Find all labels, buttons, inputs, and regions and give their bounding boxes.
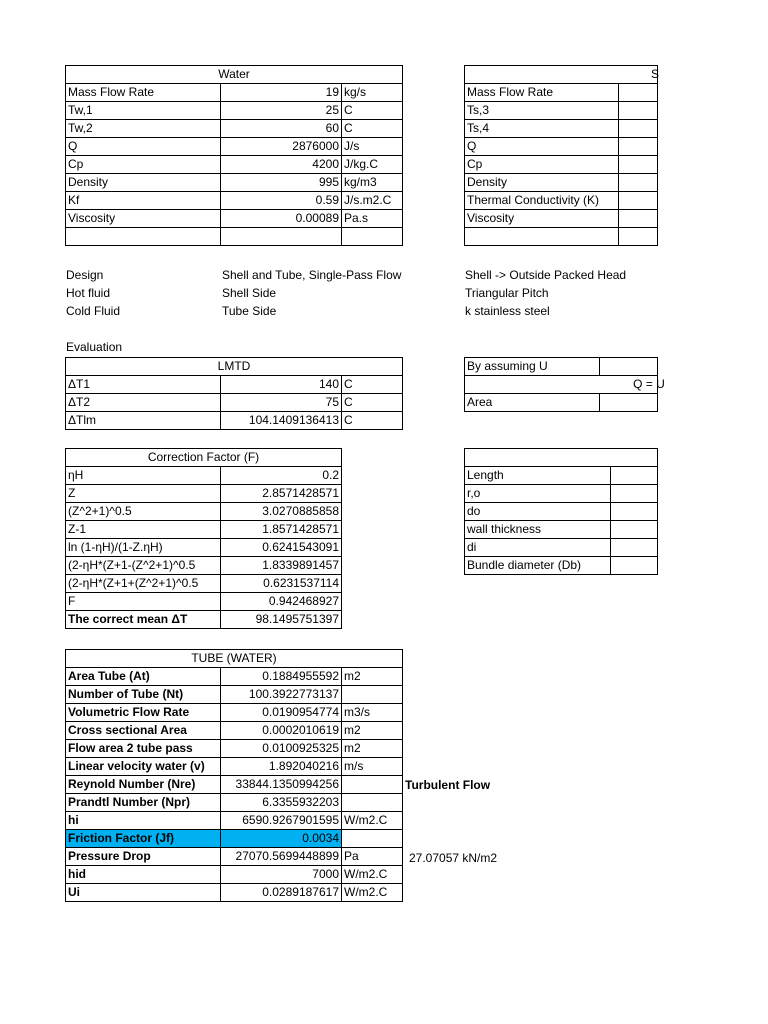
tube-value: 100.3922773137 <box>221 686 342 704</box>
empty-cell <box>618 192 657 210</box>
empty-cell <box>465 449 658 467</box>
water-unit: kg/m3 <box>342 174 403 192</box>
correction-value: 0.6231537114 <box>221 575 342 593</box>
empty-cell <box>618 102 657 120</box>
empty-cell <box>618 174 657 192</box>
correction-table <box>65 448 342 629</box>
tube-value: 7000 <box>221 866 342 884</box>
correction-value: 0.6241543091 <box>221 539 342 557</box>
empty-cell <box>618 210 657 228</box>
tube-unit: Pa <box>342 848 403 866</box>
assume-u-table <box>464 357 665 412</box>
geometry-label: r,o <box>465 485 611 503</box>
material-note: k stainless steel <box>465 304 550 318</box>
correction-value: 98.1495751397 <box>221 611 342 629</box>
empty-cell <box>611 521 658 539</box>
tube-value: 6590.9267901595 <box>221 812 342 830</box>
geometry-label: wall thickness <box>465 521 611 539</box>
water-label: Q <box>66 138 221 156</box>
water-unit: C <box>342 102 403 120</box>
empty-cell <box>618 156 657 174</box>
steam-label: Ts,4 <box>465 120 619 138</box>
steam-table <box>464 65 658 246</box>
water-label: Viscosity <box>66 210 221 228</box>
empty-cell <box>618 120 657 138</box>
steam-label: Mass Flow Rate <box>465 84 619 102</box>
turbulent-flow-note: Turbulent Flow <box>405 778 491 792</box>
tube-label: Pressure Drop <box>66 848 221 866</box>
tube-value: 0.0289187617 <box>221 884 342 902</box>
lmtd-label: ΔTlm <box>66 412 221 430</box>
tube-value: 6.3355932203 <box>221 794 342 812</box>
assume-u-clip <box>464 357 665 413</box>
correction-value: 2.8571428571 <box>221 485 342 503</box>
tube-unit <box>342 776 403 794</box>
correction-value: 0.2 <box>221 467 342 485</box>
water-unit: J/kg.C <box>342 156 403 174</box>
tube-value: 27070.5699448899 <box>221 848 342 866</box>
tube-label: Linear velocity water (v) <box>66 758 221 776</box>
correction-label: Z <box>66 485 221 503</box>
water-unit: C <box>342 120 403 138</box>
lmtd-table-title: LMTD <box>66 358 403 376</box>
evaluation-label: Evaluation <box>66 340 123 354</box>
tube-label: Area Tube (At) <box>66 668 221 686</box>
tube-label: Volumetric Flow Rate <box>66 704 221 722</box>
correction-label: The correct mean ΔT <box>66 611 221 629</box>
empty-cell <box>611 503 658 521</box>
lmtd-label: ΔT1 <box>66 376 221 394</box>
water-label: Mass Flow Rate <box>66 84 221 102</box>
water-value: 4200 <box>221 156 342 174</box>
water-label: Kf <box>66 192 221 210</box>
tube-table <box>65 649 403 902</box>
empty-cell <box>618 228 657 246</box>
lmtd-label: ΔT2 <box>66 394 221 412</box>
pitch-note: Triangular Pitch <box>465 286 549 300</box>
empty-cell <box>618 84 657 102</box>
empty-cell <box>618 138 657 156</box>
geometry-table <box>464 448 658 575</box>
hot-fluid-value: Shell Side <box>222 286 277 300</box>
empty-cell <box>611 485 658 503</box>
tube-unit <box>342 794 403 812</box>
u-formula-cell <box>465 376 665 394</box>
geometry-clip <box>464 448 658 578</box>
lmtd-value: 75 <box>221 394 342 412</box>
tube-value: 0.0034 <box>221 830 342 848</box>
tube-unit <box>342 686 403 704</box>
tube-unit: m2 <box>342 668 403 686</box>
correction-label: Z-1 <box>66 521 221 539</box>
water-value: 0.00089 <box>221 210 342 228</box>
geometry-label: Bundle diameter (Db) <box>465 557 611 575</box>
correction-table-title: Correction Factor (F) <box>66 449 342 467</box>
correction-label: ηH <box>66 467 221 485</box>
water-value: 25 <box>221 102 342 120</box>
water-unit: kg/s <box>342 84 403 102</box>
correction-label: (Z^2+1)^0.5 <box>66 503 221 521</box>
u-formula: Q = U <box>633 377 665 391</box>
tube-value: 1.892040216 <box>221 758 342 776</box>
steam-label: Q <box>465 138 619 156</box>
water-value: 995 <box>221 174 342 192</box>
correction-value: 0.942468927 <box>221 593 342 611</box>
tube-unit: W/m2.C <box>342 884 403 902</box>
steam-table-title <box>465 66 658 84</box>
steam-label: Thermal Conductivity (K) <box>465 192 619 210</box>
water-label: Cp <box>66 156 221 174</box>
tube-value: 33844.1350994256 <box>221 776 342 794</box>
cold-fluid-value: Tube Side <box>222 304 277 318</box>
empty-cell <box>342 228 403 246</box>
water-value: 2876000 <box>221 138 342 156</box>
tube-label: Number of Tube (Nt) <box>66 686 221 704</box>
steam-label: Viscosity <box>465 210 619 228</box>
empty-cell <box>611 557 658 575</box>
assume-u-title: By assuming U <box>465 358 600 376</box>
tube-value: 0.1884955592 <box>221 668 342 686</box>
water-unit: J/s.m2.C <box>342 192 403 210</box>
tube-unit: m2 <box>342 740 403 758</box>
shell-head-note: Shell -> Outside Packed Head <box>465 268 627 282</box>
design-value: Shell and Tube, Single-Pass Flow <box>222 268 402 282</box>
water-table-title: Water <box>66 66 403 84</box>
empty-cell <box>600 394 658 412</box>
tube-table-title: TUBE (WATER) <box>66 650 403 668</box>
lmtd-value: 104.1409136413 <box>221 412 342 430</box>
tube-label: Ui <box>66 884 221 902</box>
geometry-label: Length <box>465 467 611 485</box>
steam-title-text: S <box>650 67 659 81</box>
tube-label: hid <box>66 866 221 884</box>
geometry-label: do <box>465 503 611 521</box>
water-label: Tw,2 <box>66 120 221 138</box>
tube-unit <box>342 830 403 848</box>
correction-value: 3.0270885858 <box>221 503 342 521</box>
correction-label: F <box>66 593 221 611</box>
geometry-label: di <box>465 539 611 557</box>
tube-label: Flow area 2 tube pass <box>66 740 221 758</box>
correction-value: 1.8339891457 <box>221 557 342 575</box>
empty-cell <box>221 228 342 246</box>
water-table <box>65 65 403 246</box>
correction-value: 1.8571428571 <box>221 521 342 539</box>
tube-label: hi <box>66 812 221 830</box>
design-label: Design <box>66 268 104 282</box>
water-value: 60 <box>221 120 342 138</box>
steam-label: Ts,3 <box>465 102 619 120</box>
tube-label: Cross sectional Area <box>66 722 221 740</box>
cold-fluid-label: Cold Fluid <box>66 304 121 318</box>
correction-label: (2-ηH*(Z+1-(Z^2+1)^0.5 <box>66 557 221 575</box>
empty-cell <box>611 539 658 557</box>
water-value: 19 <box>221 84 342 102</box>
correction-label: (2-ηH*(Z+1+(Z^2+1)^0.5 <box>66 575 221 593</box>
lmtd-unit: C <box>342 412 403 430</box>
empty-cell <box>66 228 221 246</box>
hot-fluid-label: Hot fluid <box>66 286 111 300</box>
water-unit: Pa.s <box>342 210 403 228</box>
lmtd-unit: C <box>342 376 403 394</box>
tube-label: Friction Factor (Jf) <box>66 830 221 848</box>
tube-value: 0.0190954774 <box>221 704 342 722</box>
empty-cell <box>600 358 658 376</box>
tube-value: 0.0002010619 <box>221 722 342 740</box>
water-label: Tw,1 <box>66 102 221 120</box>
steam-table-clip <box>464 65 658 255</box>
water-unit: J/s <box>342 138 403 156</box>
steam-label: Density <box>465 174 619 192</box>
pressure-drop-note: 27.07057 kN/m2 <box>409 851 498 865</box>
empty-cell <box>465 228 619 246</box>
tube-unit: W/m2.C <box>342 812 403 830</box>
area-label: Area <box>465 394 600 412</box>
tube-unit: m3/s <box>342 704 403 722</box>
steam-label: Cp <box>465 156 619 174</box>
empty-cell <box>611 467 658 485</box>
lmtd-value: 140 <box>221 376 342 394</box>
tube-unit: m/s <box>342 758 403 776</box>
water-value: 0.59 <box>221 192 342 210</box>
lmtd-table <box>65 357 403 430</box>
tube-label: Reynold Number (Nre) <box>66 776 221 794</box>
tube-unit: W/m2.C <box>342 866 403 884</box>
tube-unit: m2 <box>342 722 403 740</box>
tube-value: 0.0100925325 <box>221 740 342 758</box>
water-label: Density <box>66 174 221 192</box>
tube-label: Prandtl Number (Npr) <box>66 794 221 812</box>
correction-label: ln (1-ηH)/(1-Z.ηH) <box>66 539 221 557</box>
lmtd-unit: C <box>342 394 403 412</box>
